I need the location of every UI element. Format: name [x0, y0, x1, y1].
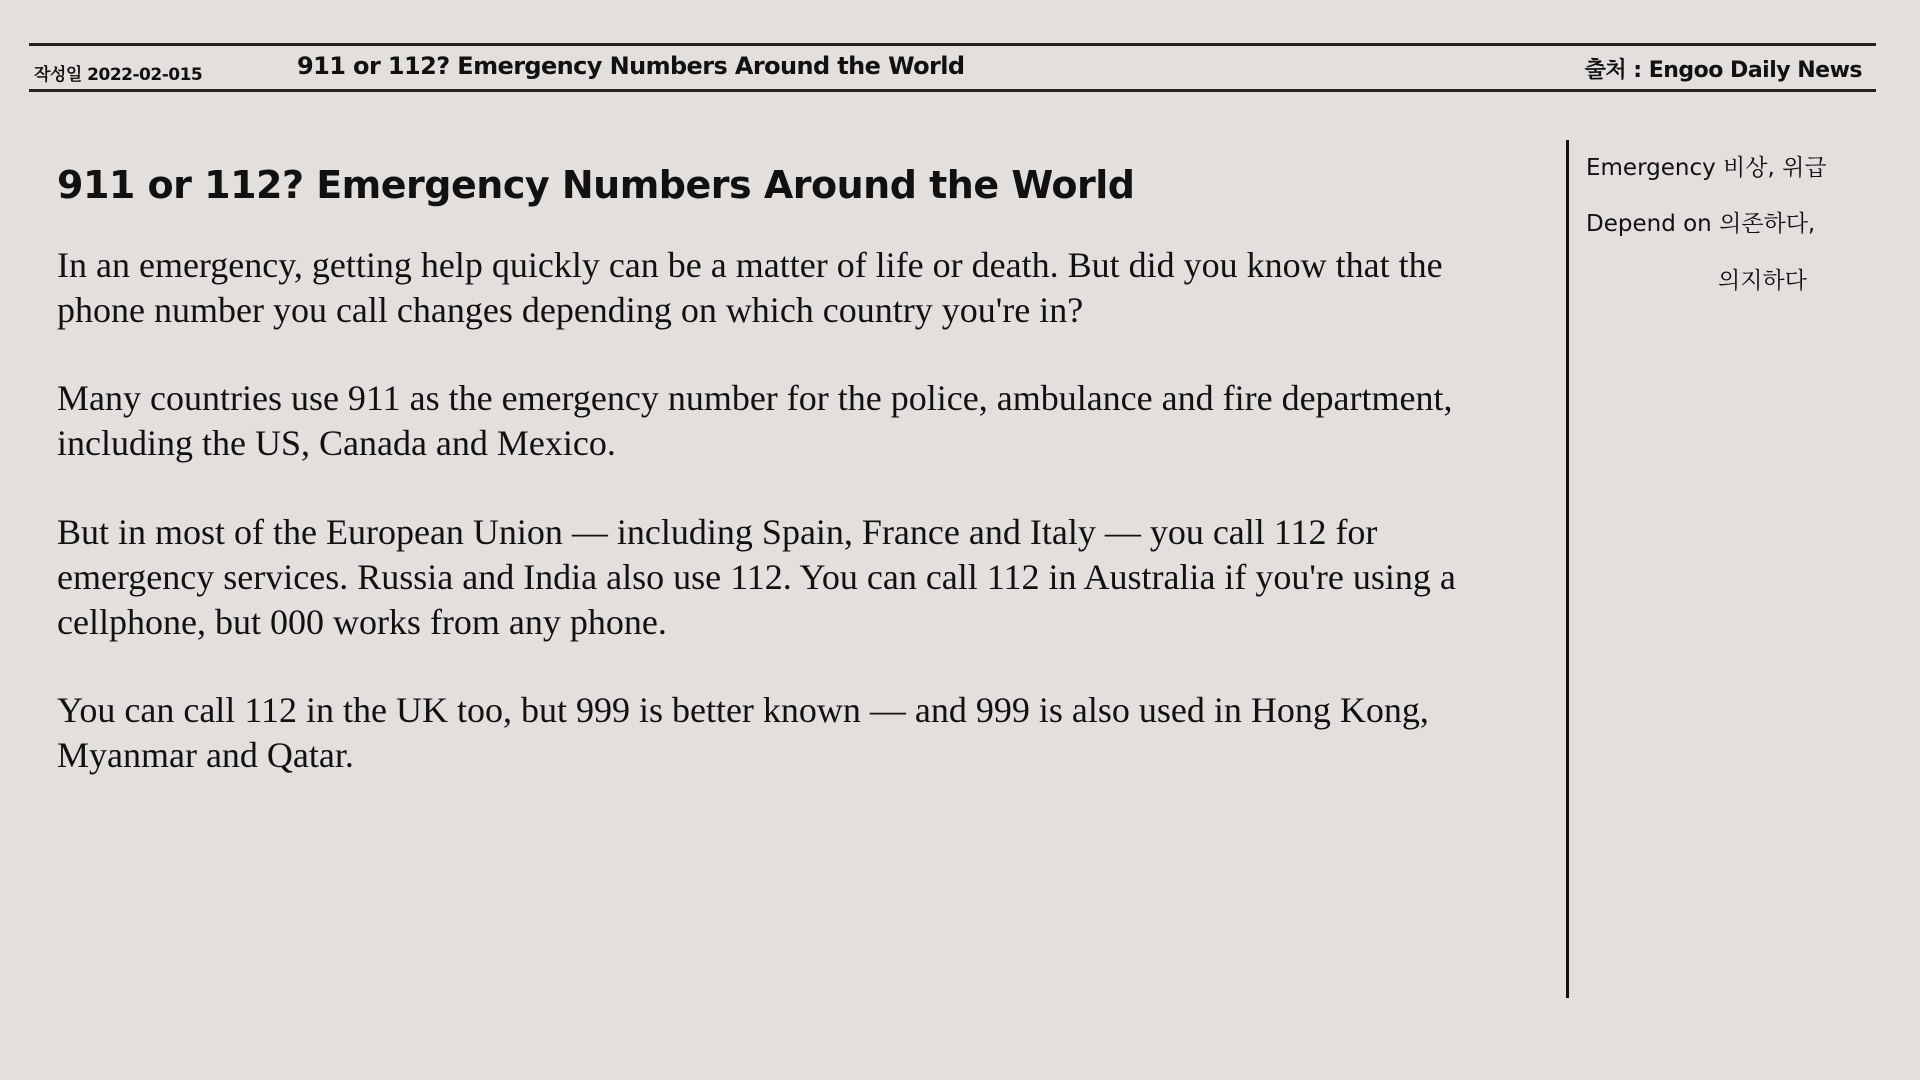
header-date: 작성일 2022-02-015 [34, 65, 203, 85]
vocab-item-emergency [1586, 152, 1906, 185]
vocab-meaning: 의존하다, [1719, 211, 1816, 237]
header-source: 출처 : Engoo Daily News [1584, 58, 1862, 83]
vocab-meaning-continued: 의지하다 [1718, 268, 1807, 294]
vocab-meaning: 비상, 위급 [1723, 155, 1827, 181]
vertical-divider [1566, 140, 1569, 998]
vocab-item-depend-on [1586, 208, 1906, 298]
vocab-term: Depend on [1586, 211, 1712, 237]
vocab-term: Emergency [1586, 155, 1716, 181]
header-bar [29, 43, 1876, 92]
header-title: 911 or 112? Emergency Numbers Around the World [297, 52, 965, 80]
article-paragraph-3: But in most of the European Union — including Spain, France and Italy — you call 112 for emergency services. Russia and India also use 112. You can call 112 in Australia if you're using a cellphone, but 000 works from any phone. [57, 512, 1456, 642]
article [57, 158, 1457, 778]
article-paragraph-4: You can call 112 in the UK too, but 999 is better known — and 999 is also used in Hong Kong, Myanmar and Qatar. [57, 690, 1429, 775]
vocabulary-sidebar [1586, 152, 1906, 321]
article-title: 911 or 112? Emergency Numbers Around the World [57, 163, 1135, 207]
article-paragraph-2: Many countries use 911 as the emergency number for the police, ambulance and fire department, including the US, Canada and Mexico. [57, 378, 1453, 463]
article-paragraph-1: In an emergency, getting help quickly can be a matter of life or death. But did you know that the phone number you call changes depending on which country you're in? [57, 245, 1443, 330]
